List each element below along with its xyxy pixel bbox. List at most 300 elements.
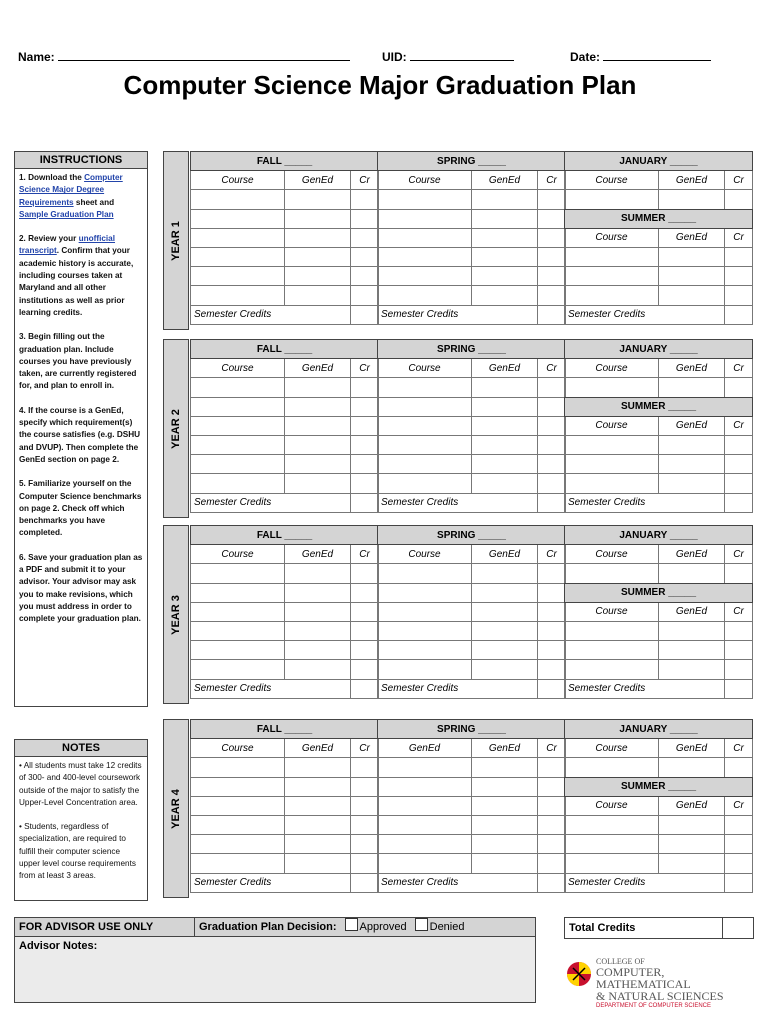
step4-text: 4. If the course is a GenEd, specify which requirement(s) the course satisfies (e.g. DSHU and DVUP). Then complete the GenEd section on page 2. bbox=[19, 405, 141, 464]
semester-credits-value[interactable] bbox=[538, 679, 566, 698]
course-cell[interactable] bbox=[378, 190, 472, 209]
gened-cell[interactable] bbox=[285, 777, 351, 796]
course-cell[interactable] bbox=[378, 267, 472, 286]
spring-semester-table bbox=[377, 339, 566, 513]
course-cell[interactable] bbox=[378, 455, 472, 474]
fall-col-header: Course bbox=[191, 171, 285, 190]
credit-cell[interactable] bbox=[351, 621, 379, 640]
course-cell[interactable] bbox=[378, 378, 472, 397]
course-cell[interactable] bbox=[191, 435, 285, 454]
credit-cell[interactable] bbox=[538, 583, 566, 602]
january-col-header: Cr bbox=[725, 739, 753, 758]
gened-cell[interactable] bbox=[472, 247, 538, 266]
degree-requirements-link[interactable]: Computer Science Major Degree Requirements bbox=[19, 173, 123, 207]
course-cell[interactable] bbox=[191, 247, 285, 266]
course-cell[interactable] bbox=[378, 228, 472, 247]
semester-credits-value[interactable] bbox=[538, 873, 566, 892]
course-cell[interactable] bbox=[191, 267, 285, 286]
spring-header: SPRING _____ bbox=[378, 152, 566, 171]
total-credits-box bbox=[564, 917, 754, 939]
semester-credits-label: Semester Credits bbox=[565, 305, 725, 324]
gened-cell[interactable] bbox=[659, 474, 725, 493]
gened-cell[interactable] bbox=[285, 854, 351, 873]
course-cell[interactable] bbox=[191, 583, 285, 602]
gened-cell[interactable] bbox=[285, 455, 351, 474]
gened-cell[interactable] bbox=[659, 621, 725, 640]
credit-cell[interactable] bbox=[725, 247, 753, 266]
credit-cell[interactable] bbox=[351, 777, 379, 796]
course-cell[interactable] bbox=[565, 435, 659, 454]
gened-cell[interactable] bbox=[659, 435, 725, 454]
course-cell[interactable] bbox=[565, 286, 659, 305]
instructions-panel bbox=[14, 151, 148, 707]
course-cell[interactable] bbox=[565, 815, 659, 834]
credit-cell[interactable] bbox=[351, 435, 379, 454]
january-col-header: Course bbox=[565, 171, 659, 190]
january-col-header: GenEd bbox=[659, 739, 725, 758]
gened-cell[interactable] bbox=[659, 267, 725, 286]
gened-cell[interactable] bbox=[472, 228, 538, 247]
credit-cell[interactable] bbox=[351, 474, 379, 493]
summer-semester-table bbox=[564, 583, 753, 699]
january-col-header: GenEd bbox=[659, 545, 725, 564]
gened-cell[interactable] bbox=[472, 835, 538, 854]
fall-semester-table bbox=[190, 339, 379, 513]
spring-col-header: GenEd bbox=[378, 739, 472, 758]
year-4-label bbox=[163, 719, 189, 898]
gened-cell[interactable] bbox=[285, 474, 351, 493]
credit-cell[interactable] bbox=[725, 758, 753, 777]
course-cell[interactable] bbox=[191, 835, 285, 854]
credit-cell[interactable] bbox=[351, 564, 379, 583]
date-field[interactable] bbox=[570, 50, 711, 64]
spring-header: SPRING _____ bbox=[378, 526, 566, 545]
semester-credits-label: Semester Credits bbox=[378, 679, 538, 698]
semester-credits-value[interactable] bbox=[538, 493, 566, 512]
course-cell[interactable] bbox=[565, 641, 659, 660]
course-cell[interactable] bbox=[565, 247, 659, 266]
summer-header: SUMMER _____ bbox=[565, 777, 753, 796]
spring-col-header: Cr bbox=[538, 171, 566, 190]
gened-cell[interactable] bbox=[285, 660, 351, 679]
credit-cell[interactable] bbox=[725, 660, 753, 679]
advisor-only-label: FOR ADVISOR USE ONLY bbox=[19, 918, 195, 936]
course-cell[interactable] bbox=[191, 209, 285, 228]
gened-cell[interactable] bbox=[285, 583, 351, 602]
fall-col-header: Cr bbox=[351, 739, 379, 758]
notes-heading: NOTES bbox=[15, 740, 147, 757]
credit-cell[interactable] bbox=[538, 796, 566, 815]
semester-credits-label: Semester Credits bbox=[191, 679, 351, 698]
credit-cell[interactable] bbox=[538, 815, 566, 834]
summer-col-header: GenEd bbox=[659, 796, 725, 815]
total-credits-value[interactable] bbox=[723, 918, 753, 938]
semester-credits-value[interactable] bbox=[351, 873, 379, 892]
semester-credits-label: Semester Credits bbox=[378, 305, 538, 324]
gened-cell[interactable] bbox=[659, 378, 725, 397]
credit-cell[interactable] bbox=[538, 660, 566, 679]
name-label: Name: bbox=[18, 50, 55, 64]
gened-cell[interactable] bbox=[472, 564, 538, 583]
credit-cell[interactable] bbox=[538, 267, 566, 286]
course-cell[interactable] bbox=[191, 621, 285, 640]
gened-cell[interactable] bbox=[285, 758, 351, 777]
january-col-header: Cr bbox=[725, 545, 753, 564]
gened-cell[interactable] bbox=[472, 602, 538, 621]
credit-cell[interactable] bbox=[351, 583, 379, 602]
course-cell[interactable] bbox=[191, 660, 285, 679]
gened-cell[interactable] bbox=[472, 660, 538, 679]
course-cell[interactable] bbox=[378, 621, 472, 640]
semester-credits-value[interactable] bbox=[351, 305, 379, 324]
approved-label: Approved bbox=[359, 921, 407, 933]
fall-header: FALL _____ bbox=[191, 526, 379, 545]
spring-col-header: Cr bbox=[538, 739, 566, 758]
course-cell[interactable] bbox=[565, 378, 659, 397]
credit-cell[interactable] bbox=[538, 209, 566, 228]
credit-cell[interactable] bbox=[725, 835, 753, 854]
course-cell[interactable] bbox=[191, 564, 285, 583]
summer-col-header: GenEd bbox=[659, 602, 725, 621]
course-cell[interactable] bbox=[191, 286, 285, 305]
gened-cell[interactable] bbox=[472, 267, 538, 286]
course-cell[interactable] bbox=[565, 835, 659, 854]
gened-cell[interactable] bbox=[472, 758, 538, 777]
course-cell[interactable] bbox=[191, 416, 285, 435]
course-cell[interactable] bbox=[191, 190, 285, 209]
credit-cell[interactable] bbox=[538, 228, 566, 247]
course-cell[interactable] bbox=[378, 583, 472, 602]
summer-header: SUMMER _____ bbox=[565, 397, 753, 416]
course-cell[interactable] bbox=[565, 854, 659, 873]
gened-cell[interactable] bbox=[285, 435, 351, 454]
step5-text: 5. Familiarize yourself on the Computer Science benchmarks on page 2. Check off which benchmarks you have completed. bbox=[19, 479, 142, 538]
gened-cell[interactable] bbox=[659, 835, 725, 854]
january-col-header: GenEd bbox=[659, 359, 725, 378]
date-label: Date: bbox=[570, 50, 601, 64]
semester-credits-value[interactable] bbox=[351, 493, 379, 512]
fall-col-header: Course bbox=[191, 739, 285, 758]
summer-col-header: GenEd bbox=[659, 228, 725, 247]
gened-cell[interactable] bbox=[472, 286, 538, 305]
course-cell[interactable] bbox=[378, 641, 472, 660]
credit-cell[interactable] bbox=[538, 416, 566, 435]
course-cell[interactable] bbox=[191, 641, 285, 660]
summer-col-header: Course bbox=[565, 602, 659, 621]
semester-credits-label: Semester Credits bbox=[191, 305, 351, 324]
logo-line3: & NATURAL SCIENCES bbox=[596, 989, 724, 1003]
course-cell[interactable] bbox=[378, 247, 472, 266]
credit-cell[interactable] bbox=[538, 378, 566, 397]
gened-cell[interactable] bbox=[659, 247, 725, 266]
course-cell[interactable] bbox=[378, 815, 472, 834]
year-3-label bbox=[163, 525, 189, 704]
course-cell[interactable] bbox=[565, 267, 659, 286]
summer-header: SUMMER _____ bbox=[565, 209, 753, 228]
instructions-heading: INSTRUCTIONS bbox=[15, 152, 147, 169]
credit-cell[interactable] bbox=[351, 190, 379, 209]
course-cell[interactable] bbox=[191, 474, 285, 493]
gened-cell[interactable] bbox=[659, 286, 725, 305]
spring-semester-table bbox=[377, 151, 566, 325]
credit-cell[interactable] bbox=[538, 641, 566, 660]
course-cell[interactable] bbox=[378, 397, 472, 416]
gened-cell[interactable] bbox=[472, 796, 538, 815]
credit-cell[interactable] bbox=[351, 416, 379, 435]
gened-cell[interactable] bbox=[285, 209, 351, 228]
gened-cell[interactable] bbox=[472, 435, 538, 454]
credit-cell[interactable] bbox=[351, 286, 379, 305]
credit-cell[interactable] bbox=[538, 854, 566, 873]
credit-cell[interactable] bbox=[351, 758, 379, 777]
course-cell[interactable] bbox=[565, 621, 659, 640]
name-field[interactable] bbox=[18, 50, 350, 64]
credit-cell[interactable] bbox=[351, 397, 379, 416]
gened-cell[interactable] bbox=[659, 564, 725, 583]
credit-cell[interactable] bbox=[351, 641, 379, 660]
semester-credits-label: Semester Credits bbox=[565, 873, 725, 892]
course-cell[interactable] bbox=[191, 602, 285, 621]
gened-cell[interactable] bbox=[285, 602, 351, 621]
credit-cell[interactable] bbox=[538, 758, 566, 777]
fall-col-header: Course bbox=[191, 545, 285, 564]
gened-cell[interactable] bbox=[285, 190, 351, 209]
spring-col-header: Course bbox=[378, 545, 472, 564]
credit-cell[interactable] bbox=[351, 267, 379, 286]
gened-cell[interactable] bbox=[659, 190, 725, 209]
gened-cell[interactable] bbox=[285, 641, 351, 660]
advisor-notes-label: Advisor Notes: bbox=[19, 940, 98, 952]
january-col-header: Cr bbox=[725, 171, 753, 190]
course-cell[interactable] bbox=[191, 758, 285, 777]
credit-cell[interactable] bbox=[538, 777, 566, 796]
course-cell[interactable] bbox=[565, 474, 659, 493]
credit-cell[interactable] bbox=[538, 621, 566, 640]
january-col-header: Cr bbox=[725, 359, 753, 378]
credit-cell[interactable] bbox=[351, 602, 379, 621]
gened-cell[interactable] bbox=[472, 378, 538, 397]
course-cell[interactable] bbox=[378, 209, 472, 228]
credit-cell[interactable] bbox=[725, 455, 753, 474]
denied-label: Denied bbox=[429, 921, 465, 933]
year-1-label bbox=[163, 151, 189, 330]
credit-cell[interactable] bbox=[351, 378, 379, 397]
course-cell[interactable] bbox=[378, 602, 472, 621]
gened-cell[interactable] bbox=[659, 854, 725, 873]
credit-cell[interactable] bbox=[538, 835, 566, 854]
course-cell[interactable] bbox=[191, 854, 285, 873]
course-cell[interactable] bbox=[378, 796, 472, 815]
fall-col-header: Cr bbox=[351, 545, 379, 564]
course-cell[interactable] bbox=[565, 190, 659, 209]
gened-cell[interactable] bbox=[285, 228, 351, 247]
january-col-header: Course bbox=[565, 739, 659, 758]
credit-cell[interactable] bbox=[538, 286, 566, 305]
credit-cell[interactable] bbox=[351, 796, 379, 815]
january-header: JANUARY _____ bbox=[565, 152, 753, 171]
gened-cell[interactable] bbox=[472, 641, 538, 660]
advisor-box bbox=[14, 917, 536, 1003]
gened-cell[interactable] bbox=[285, 796, 351, 815]
credit-cell[interactable] bbox=[351, 455, 379, 474]
gened-cell[interactable] bbox=[659, 455, 725, 474]
semester-credits-label: Semester Credits bbox=[378, 493, 538, 512]
gened-cell[interactable] bbox=[472, 815, 538, 834]
gened-cell[interactable] bbox=[285, 397, 351, 416]
advisor-notes-area[interactable] bbox=[15, 937, 535, 1002]
gened-cell[interactable] bbox=[472, 583, 538, 602]
course-cell[interactable] bbox=[378, 286, 472, 305]
year-label-text: YEAR 3 bbox=[170, 594, 182, 635]
course-cell[interactable] bbox=[378, 777, 472, 796]
course-cell[interactable] bbox=[378, 564, 472, 583]
semester-credits-value[interactable] bbox=[725, 873, 753, 892]
gened-cell[interactable] bbox=[472, 209, 538, 228]
credit-cell[interactable] bbox=[351, 660, 379, 679]
semester-credits-label: Semester Credits bbox=[191, 873, 351, 892]
course-cell[interactable] bbox=[378, 835, 472, 854]
credit-cell[interactable] bbox=[725, 474, 753, 493]
gened-cell[interactable] bbox=[285, 835, 351, 854]
gened-cell[interactable] bbox=[285, 815, 351, 834]
credit-cell[interactable] bbox=[725, 267, 753, 286]
credit-cell[interactable] bbox=[725, 190, 753, 209]
course-cell[interactable] bbox=[378, 758, 472, 777]
credit-cell[interactable] bbox=[538, 190, 566, 209]
note-2: • Students, regardless of specialization, are required to fulfill their computer science upper level course requirements from at least 3 areas. bbox=[19, 822, 136, 881]
course-cell[interactable] bbox=[191, 397, 285, 416]
step1-mid: sheet and bbox=[75, 197, 115, 207]
course-cell[interactable] bbox=[191, 228, 285, 247]
gened-cell[interactable] bbox=[285, 247, 351, 266]
course-cell[interactable] bbox=[565, 758, 659, 777]
credit-cell[interactable] bbox=[725, 815, 753, 834]
course-cell[interactable] bbox=[191, 815, 285, 834]
denied-checkbox[interactable] bbox=[415, 918, 428, 931]
january-col-header: Course bbox=[565, 359, 659, 378]
gened-cell[interactable] bbox=[659, 758, 725, 777]
course-cell[interactable] bbox=[565, 660, 659, 679]
gened-cell[interactable] bbox=[285, 286, 351, 305]
credit-cell[interactable] bbox=[538, 435, 566, 454]
spring-header: SPRING _____ bbox=[378, 720, 566, 739]
course-cell[interactable] bbox=[191, 455, 285, 474]
gened-cell[interactable] bbox=[472, 416, 538, 435]
gened-cell[interactable] bbox=[285, 564, 351, 583]
january-header: JANUARY _____ bbox=[565, 340, 753, 359]
spring-col-header: Cr bbox=[538, 545, 566, 564]
gened-cell[interactable] bbox=[285, 378, 351, 397]
fall-col-header: GenEd bbox=[285, 171, 351, 190]
summer-col-header: Cr bbox=[725, 228, 753, 247]
credit-cell[interactable] bbox=[538, 474, 566, 493]
uid-field[interactable] bbox=[382, 50, 514, 64]
credit-cell[interactable] bbox=[351, 247, 379, 266]
gened-cell[interactable] bbox=[472, 397, 538, 416]
gened-cell[interactable] bbox=[285, 416, 351, 435]
credit-cell[interactable] bbox=[725, 564, 753, 583]
credit-cell[interactable] bbox=[351, 228, 379, 247]
gened-cell[interactable] bbox=[472, 777, 538, 796]
gened-cell[interactable] bbox=[285, 267, 351, 286]
year-label-text: YEAR 1 bbox=[170, 220, 182, 261]
credit-cell[interactable] bbox=[351, 854, 379, 873]
course-cell[interactable] bbox=[378, 435, 472, 454]
gened-cell[interactable] bbox=[472, 621, 538, 640]
course-cell[interactable] bbox=[191, 378, 285, 397]
credit-cell[interactable] bbox=[725, 621, 753, 640]
credit-cell[interactable] bbox=[725, 286, 753, 305]
gened-cell[interactable] bbox=[472, 190, 538, 209]
summer-header: SUMMER _____ bbox=[565, 583, 753, 602]
credit-cell[interactable] bbox=[725, 435, 753, 454]
credit-cell[interactable] bbox=[538, 455, 566, 474]
course-cell[interactable] bbox=[191, 777, 285, 796]
credit-cell[interactable] bbox=[351, 209, 379, 228]
semester-credits-value[interactable] bbox=[725, 305, 753, 324]
summer-col-header: Course bbox=[565, 228, 659, 247]
instructions-body bbox=[15, 169, 147, 641]
course-cell[interactable] bbox=[191, 796, 285, 815]
credit-cell[interactable] bbox=[725, 641, 753, 660]
transcript-link[interactable]: unofficial transcript bbox=[19, 234, 116, 256]
note-1: • All students must take 12 credits of 300- and 400-level coursework outside of the major to satisfy the Upper-Level Concentration area. bbox=[19, 761, 142, 807]
step6-text: 6. Save your graduation plan as a PDF and submit it to your advisor. Your advisor may ask you to make revisions, which you must address in order to complete your graduation plan. bbox=[19, 552, 143, 624]
semester-credits-label: Semester Credits bbox=[565, 493, 725, 512]
logo-line2: COMPUTER, MATHEMATICAL bbox=[596, 965, 691, 991]
semester-credits-value[interactable] bbox=[351, 679, 379, 698]
course-cell[interactable] bbox=[378, 416, 472, 435]
course-cell[interactable] bbox=[565, 455, 659, 474]
semester-credits-value[interactable] bbox=[538, 305, 566, 324]
gened-cell[interactable] bbox=[659, 660, 725, 679]
step3-text: 3. Begin filling out the graduation plan. Include courses you have previously taken, are currently registered for, and plan to enroll in. bbox=[19, 332, 137, 391]
january-col-header: Course bbox=[565, 545, 659, 564]
credit-cell[interactable] bbox=[725, 378, 753, 397]
fall-semester-table bbox=[190, 719, 379, 893]
gened-cell[interactable] bbox=[472, 455, 538, 474]
gened-cell[interactable] bbox=[472, 474, 538, 493]
credit-cell[interactable] bbox=[351, 815, 379, 834]
course-cell[interactable] bbox=[378, 854, 472, 873]
credit-cell[interactable] bbox=[351, 835, 379, 854]
spring-semester-table bbox=[377, 525, 566, 699]
summer-semester-table bbox=[564, 777, 753, 893]
semester-credits-value[interactable] bbox=[725, 679, 753, 698]
credit-cell[interactable] bbox=[538, 564, 566, 583]
course-cell[interactable] bbox=[378, 474, 472, 493]
fall-header: FALL _____ bbox=[191, 720, 379, 739]
credit-cell[interactable] bbox=[538, 602, 566, 621]
approved-checkbox[interactable] bbox=[345, 918, 358, 931]
credit-cell[interactable] bbox=[538, 397, 566, 416]
course-cell[interactable] bbox=[565, 564, 659, 583]
sample-plan-link[interactable]: Sample Graduation Plan bbox=[19, 209, 114, 219]
gened-cell[interactable] bbox=[659, 815, 725, 834]
year-label-text: YEAR 2 bbox=[170, 408, 182, 449]
step2-post: . Confirm that your academic history is accurate, including courses taken at Maryland and all other institutions as well as prior learning credits. bbox=[19, 246, 134, 317]
semester-credits-value[interactable] bbox=[725, 493, 753, 512]
decision-label: Graduation Plan Decision: bbox=[199, 921, 337, 933]
course-cell[interactable] bbox=[378, 660, 472, 679]
credit-cell[interactable] bbox=[538, 247, 566, 266]
fall-col-header: Cr bbox=[351, 359, 379, 378]
gened-cell[interactable] bbox=[285, 621, 351, 640]
credit-cell[interactable] bbox=[725, 854, 753, 873]
gened-cell[interactable] bbox=[472, 854, 538, 873]
gened-cell[interactable] bbox=[659, 641, 725, 660]
page-title: Computer Science Major Graduation Plan bbox=[123, 70, 637, 100]
